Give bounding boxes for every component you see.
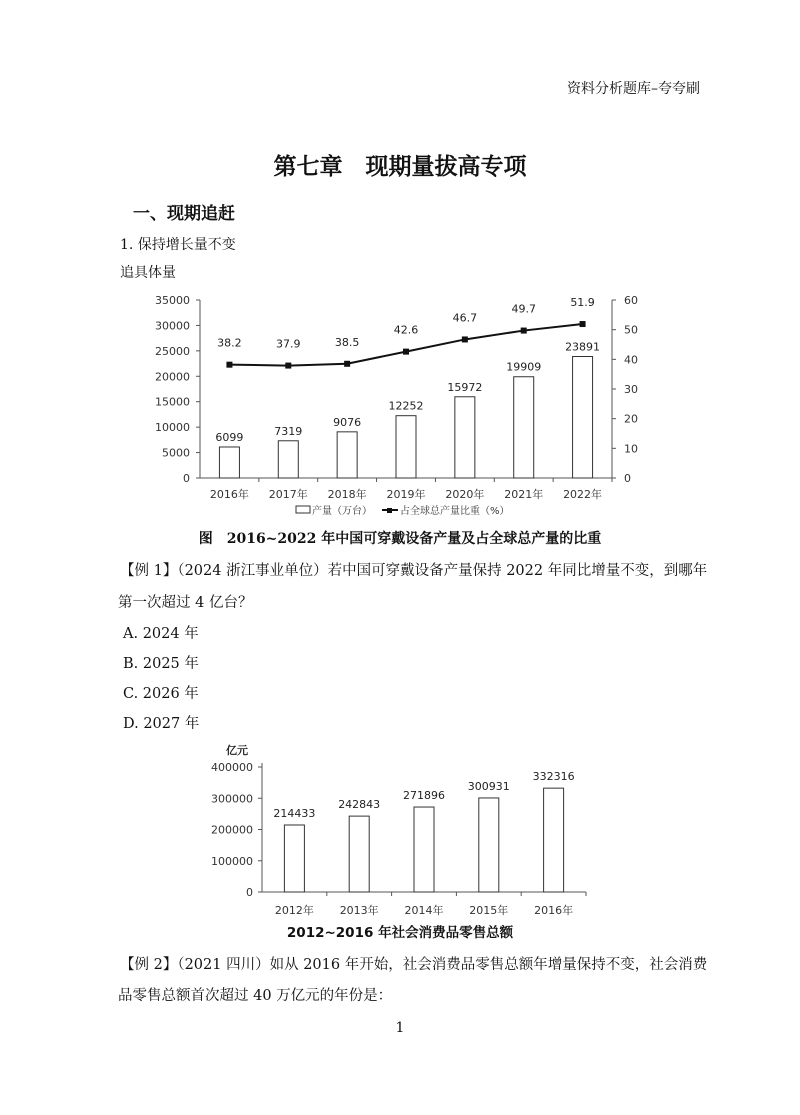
bar-value-label: 300931 [467,779,510,793]
y-tick-label: 20000 [155,370,190,384]
x-tick-label: 2016年 [209,488,249,501]
page-number: 1 [395,1020,405,1036]
bar-retail-sales [544,788,564,892]
example1-line2: 第一次超过 4 亿台？ [118,595,253,611]
chapter-title: 第七章 现期量拔高专项 [273,153,527,180]
bar-value-label: 7319 [274,424,303,438]
y-tick-label: 0 [246,886,253,899]
example1-line1: 【例 1】（2024 浙江事业单位）若中国可穿戴设备产量保持 2022 年同比增量不变，到哪年 [120,563,708,579]
y-tick-label: 0 [183,472,190,485]
x-tick-label: 2016年 [534,904,574,917]
y2-tick-label: 40 [624,353,638,367]
bar-value-label: 332316 [532,770,575,784]
y2-tick-label: 30 [624,383,638,396]
x-tick-label: 2021年 [504,488,544,501]
bar-value-label: 23891 [565,340,601,354]
bar-production [514,377,534,478]
chart-retail-sales [0,735,800,920]
option-a[interactable]: A. 2024 年 [123,626,199,642]
bar-retail-sales [284,825,304,892]
bar-value-label: 9076 [333,415,362,429]
legend-bar-swatch [296,506,310,513]
y-axis-unit: 亿元 [226,744,248,757]
y-tick-label: 35000 [155,294,190,307]
bar-value-label: 214433 [273,806,316,820]
y2-tick-label: 0 [624,472,631,485]
bar-retail-sales [414,807,434,892]
y2-tick-label: 60 [624,294,638,307]
y-tick-label: 15000 [155,395,190,409]
chart-wearable-production [0,280,800,530]
bar-retail-sales [349,816,369,892]
option-d[interactable]: D. 2027 年 [123,716,200,732]
line-point [462,336,468,342]
chart1-caption: 图 2016~2022 年中国可穿戴设备产量及占全球总产量的比重 [198,531,602,547]
y-tick-label: 400000 [211,761,253,774]
legend-line-marker [387,508,392,513]
bar-production [455,397,475,478]
line-value-label: 51.9 [570,296,595,310]
bar-value-label: 271896 [403,789,445,803]
x-tick-label: 2015年 [469,904,509,917]
bar-value-label: 19909 [506,360,542,374]
line-value-label: 46.7 [452,311,478,325]
bar-retail-sales [479,798,499,892]
line-point [226,362,232,368]
line-value-label: 42.6 [393,323,419,337]
bar-production [573,356,593,478]
subsection-heading: 1. 保持增长量不变 [120,237,236,253]
bar-production [337,432,357,478]
bar-production [219,447,239,478]
line-value-label: 38.2 [217,336,242,350]
legend-bar-label: 产量（万台） [312,506,372,517]
x-tick-label: 2013年 [339,904,379,917]
line-value-label: 49.7 [511,302,536,316]
x-tick-label: 2022年 [563,488,603,501]
x-tick-label: 2020年 [445,488,485,501]
option-c[interactable]: C. 2026 年 [123,686,199,702]
y-tick-label: 25000 [155,344,190,358]
line-point [285,363,291,369]
legend-line-label: 占全球总产量比重（%） [400,506,510,517]
bar-value-label: 12252 [388,399,424,413]
page-header: 资料分析题库–夸夸刷 [567,81,700,97]
section-heading: 一、现期追赶 [133,204,235,224]
line-point [344,361,350,367]
x-tick-label: 2017年 [268,488,308,501]
y2-tick-label: 10 [624,442,638,456]
bar-production [396,416,416,478]
line-value-label: 38.5 [334,335,360,349]
y-tick-label: 30000 [155,319,190,333]
example2-line1: 【例 2】（2021 四川）如从 2016 年开始，社会消费品零售总额年增量保持不变，社会消费 [120,957,708,973]
line-point [403,349,409,355]
x-tick-label: 2019年 [386,488,426,501]
x-tick-label: 2018年 [327,488,367,501]
subsubsection-heading: 追具体量 [120,265,176,281]
example2-line2: 品零售总额首次超过 40 万亿元的年份是： [118,988,393,1004]
y2-tick-label: 20 [624,412,638,426]
y-tick-label: 300000 [211,792,253,806]
y-tick-label: 5000 [162,446,190,460]
option-b[interactable]: B. 2025 年 [123,656,199,672]
y2-tick-label: 50 [624,323,638,337]
line-point [521,328,527,334]
line-value-label: 37.9 [276,337,301,351]
x-tick-label: 2012年 [274,904,314,917]
y-tick-label: 200000 [211,823,253,837]
chart2-caption: 2012~2016 年社会消费品零售总额 [286,925,514,941]
bar-production [278,441,298,478]
bar-value-label: 6099 [215,430,244,444]
bar-value-label: 15972 [447,380,483,394]
y-tick-label: 10000 [155,421,190,435]
y-tick-label: 100000 [211,854,253,868]
x-tick-label: 2014年 [404,904,444,917]
bar-value-label: 242843 [338,798,381,812]
line-point [580,321,586,327]
